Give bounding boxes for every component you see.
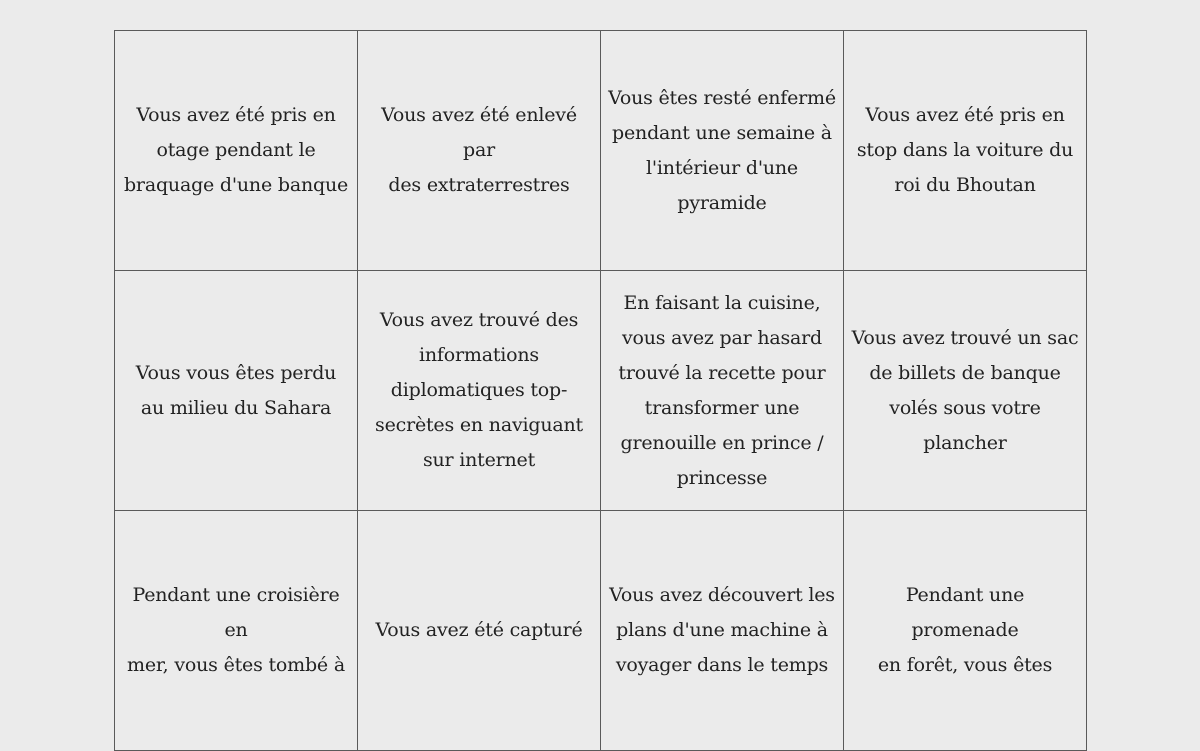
scenario-card — [358, 31, 601, 271]
scenario-card-text: Pendant une promenade en forêt, vous êtes — [877, 584, 1053, 676]
scenario-card — [844, 31, 1087, 271]
scenario-card-text: Vous êtes resté enfermé pendant une semaine à l'intérieur d'une pyramide — [608, 86, 836, 214]
scenario-card — [115, 511, 358, 751]
scenario-card — [601, 31, 844, 271]
scenario-card — [358, 271, 601, 511]
scenario-card-text: Vous avez découvert les plans d'une machine à voyager dans le temps — [609, 584, 835, 676]
scenario-card-text: Vous avez été capturé — [375, 619, 583, 641]
scenario-card — [358, 511, 601, 751]
scenario-card-text: Vous avez trouvé un sac de billets de banque volés sous votre plancher — [851, 326, 1079, 454]
scenario-card — [844, 511, 1087, 751]
scenario-card-text: En faisant la cuisine, vous avez par hasard trouvé la recette pour transformer une grenouille en prince / princesse — [618, 291, 826, 489]
scenario-card — [601, 271, 844, 511]
scenario-card-grid — [114, 30, 1087, 751]
scenario-card — [601, 511, 844, 751]
scenario-card-text: Pendant une croisière en mer, vous êtes tombé à — [127, 584, 345, 676]
scenario-card-text: Vous avez été enlevé par des extraterrestres — [381, 104, 577, 196]
scenario-card-text: Vous avez été pris en otage pendant le braquage d'une banque — [123, 104, 349, 196]
scenario-card — [115, 31, 358, 271]
scenario-card-text: Vous avez été pris en stop dans la voiture du roi du Bhoutan — [856, 104, 1074, 196]
scenario-card-text: Vous avez trouvé des informations diplomatiques top- secrètes en naviguant sur internet — [375, 309, 583, 471]
scenario-card-text: Vous vous êtes perdu au milieu du Sahara — [135, 361, 337, 419]
scenario-card — [844, 271, 1087, 511]
scenario-card — [115, 271, 358, 511]
